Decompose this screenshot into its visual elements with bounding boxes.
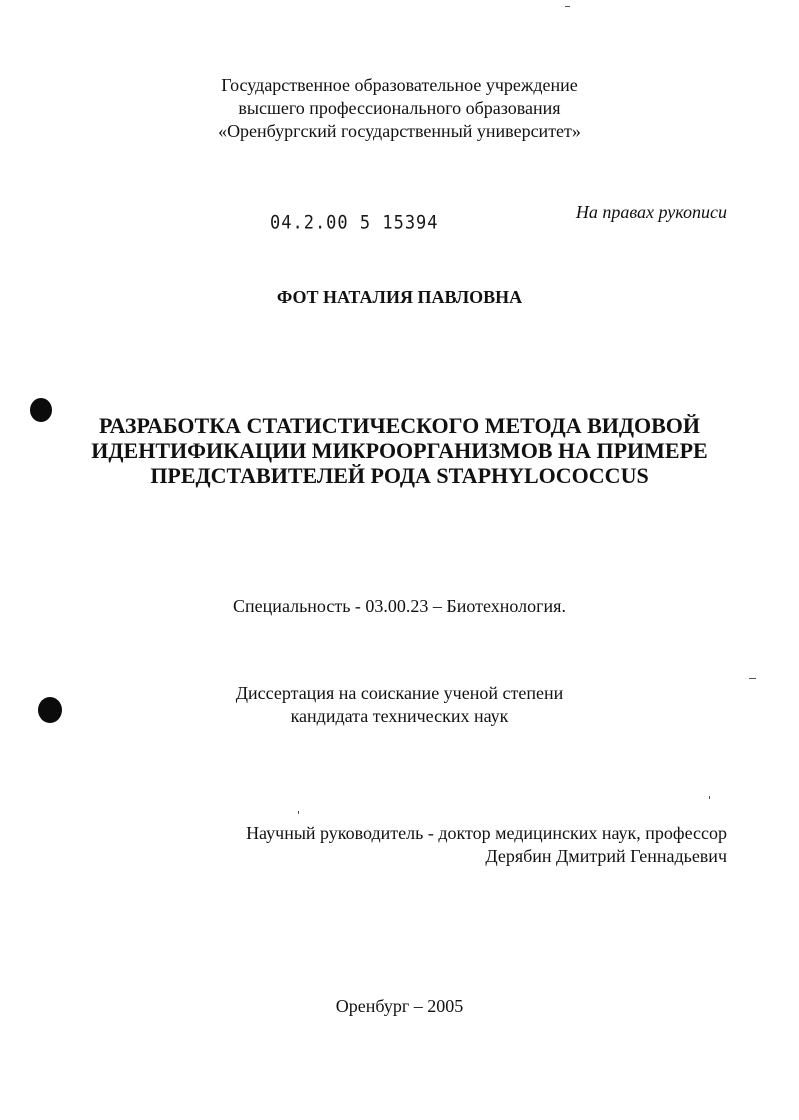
scan-speck [565,6,570,7]
title-line: ИДЕНТИФИКАЦИИ МИКРООРГАНИЗМОВ НА ПРИМЕРЕ [91,438,708,463]
title-line: ПРЕДСТАВИТЕЛЕЙ РОДА STAPHYLOCOCCUS [150,463,649,488]
manuscript-note: На правах рукописи [575,202,727,222]
dissertation-title [0,413,799,488]
degree-statement [0,682,799,728]
advisor-line: Научный руководитель - доктор медицинских наук, профессор [246,823,727,843]
author-name: ФОТ НАТАЛИЯ ПАВЛОВНА [276,287,523,307]
advisor-line: Дерябин Дмитрий Геннадьевич [485,846,727,866]
institution-line: высшего профессионального образования [238,98,561,118]
city-year: Оренбург – 2005 [335,996,464,1016]
institution-line: «Оренбургский государственный университет» [218,121,581,141]
library-stamp-number: 04.2.00 5 15394 [270,212,439,234]
institution-header [0,74,799,143]
specialty: Специальность - 03.00.23 – Биотехнология. [233,596,566,616]
scan-speck [749,678,756,679]
scan-speck [709,796,710,799]
scientific-advisor [246,822,727,868]
degree-line: Диссертация на соискание ученой степени [235,683,564,703]
degree-line: кандидата технических наук [290,706,509,726]
scan-speck [298,811,299,814]
institution-line: Государственное образовательное учреждение [221,75,578,95]
title-line: РАЗРАБОТКА СТАТИСТИЧЕСКОГО МЕТОДА ВИДОВОЙ [98,413,701,438]
